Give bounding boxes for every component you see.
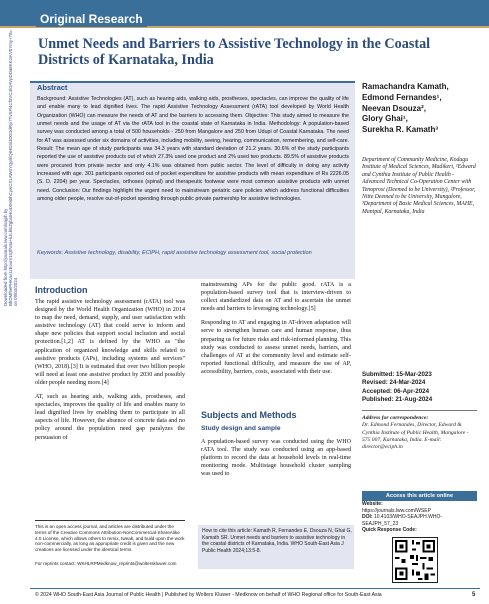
date-published: Published: 21-Aug-2024 (362, 396, 433, 404)
date-accepted: Accepted: 06-Apr-2024 (362, 387, 430, 395)
author-name: Surekha R. Kamath³ (362, 125, 439, 135)
intro-paragraph: AT, such as hearing aids, walking aids, prostheses, and spectacles, improves the quality of life and enables many to lead dignified lives by enabling them to participate in all aspects of life. However, the absence of concrete data and no policy around the population need gap paralyzes the persuasion of (35, 394, 185, 441)
body-paragraph: mainstreaming APs for the public good. rATA is a population-based survey tool that is interview-driven to collect standardized data on AT and to ascertain the unmet needs and barriers to leveraging technology.[5] (201, 282, 351, 313)
intro-heading: Introduction (35, 285, 88, 295)
correspondence-text: Dr. Edmond Fernandes, Director, Edward & Cynthia Institute of Public Health, Mangalore - 575 007, Karnataka, India. E-mail: director@eciph.in (362, 422, 469, 451)
methods-paragraph: A population-based survey was conducted using the WHO rATA tool. The study was conducted using an app-based platform to record the data at household levels in real-time monitoring mode. Multistage household cluster sampling was used to (201, 439, 351, 478)
date-revised: Revised: 24-Mar-2024 (362, 379, 426, 387)
author-name: Glory Ghai¹, (362, 114, 408, 124)
qr-code-icon (392, 537, 438, 583)
column-right (201, 281, 351, 382)
license-footnote: This is an open access journal, and articles are distributed under the terms of the Creative Commons Attribution-NonCommercial-ShareAlike 4.0 License, which allows others to remix, tweak, and build upon the work non-commercially, as long as appropriate credit is given and the new creations are licensed under the identical terms. (35, 524, 185, 553)
section-label: Original Research (36, 11, 147, 27)
intro-paragraph: The rapid assistive technology assessment (rATA) tool was designed by the World Health Organization (WHO) in 2014 to map the need, demand, supply, and user satisfaction with assistive technology (AT) that could serve to inform and shape new policies that support social inclusion and social protection.[1,2] AT is defined by the WHO as "the application of organized knowledge and skills related to assistive products (APs), including systems and services" (WHO, 2018).[3] It is estimated that over two billion people will need at least one assistive product by 2030 and possibly older people needing more.[4] (35, 299, 185, 386)
body-paragraph: Responding to AT and engaging in AT-driven adaptation will serve to strengthen human care and human response, thus preparing us for future risks and risk-informed planning. This study was conducted to assess unmet needs, barriers, and challenges of AT at the community level and estimate self-reported functional difficulty, and measure the use of AP, accessibility, barriers, costs, associated with their use. (201, 320, 351, 375)
access-online-heading: Access this article online (362, 491, 477, 501)
abstract-text: Background: Assistive Technologies (AT), such as hearing aids, walking aids, prostheses, spectacles, can improve the quality of life and enable many to lead dignified lives. The rapid Assistive Technology Assessment (rATA) tool developed by World Health Organization (WHO) can measure the needs of AT and the barriers to accessing them. Objective: This study aimed to measure the unmet needs and the usage of AT via the rATA tool in the coastal state of Karnataka in India. Methodology: A population-based survey was conducted among a total of 500 households - 250 from Mangalore and 250 from Udupi of Coastal Karnataka. The need for AT was assessed under six domains of activities, including mobility, seeing, hearing, communication, remembering, and self-care. Result: The mean age of study participants was 34.3 years with standard deviation of 21.2 years. 30.6% of the study participants reported the use of assistive products out of which 27.3% used one product and 2% used two products. 89.5% of assistive products were procured from private sector and only 4.1% was obtained from public sector. The level of difficulty in doing any activity increased with age. 301 participants reported out of pocket expenditure for assistive products with mean expenditure of Rs 2226.05 (S. D. 2204) per year. Spectacles, orthoses (spinal) and therapeutic footwear were most common assistive products with unmet need. Conclusion: Our findings highlight the urgent need to mainstream geriatric care policies which address functional difficulties among older people, resolve out-of-pocket spending through public private partnership for assistive technologies. (37, 96, 349, 203)
abstract-heading: Abstract (37, 83, 68, 92)
date-submitted: Submitted: 15-Mar-2023 (362, 371, 432, 378)
author-name: Ramachandra Kamath, (362, 82, 449, 91)
page-number: 5 (472, 592, 476, 598)
column-left (35, 298, 185, 448)
citation-text: How to cite this article: Kamath R, Fernandes E, Dsouza N, Ghai G, Kamath SR. Unmet needs and barriers to assistive technology in the coastal districts of Karnataka, India. WHO South-East Asia J Public Health 2024;13:5-8. (202, 528, 352, 554)
correspondence-block (362, 415, 477, 451)
footnote-divider (35, 520, 185, 521)
article-dates (362, 371, 477, 405)
author-name: Edmond Fernandes¹, (362, 92, 442, 102)
article-title: Unmet Needs and Barriers to Assistive Technology in the Coastal Districts of Karnataka, India (38, 36, 431, 68)
reprints-contact: For reprints contact: WKHLRPMedknow_reprints@wolterskluwer.com (35, 561, 177, 566)
correspondence-divider (362, 410, 477, 411)
website-link[interactable]: https://journals.lww.com/WSEP (362, 507, 431, 514)
footer-divider (30, 588, 480, 589)
methods-heading: Subjects and Methods (201, 410, 297, 420)
footer-text: © 2024 WHO South-East Asia Journal of Public Health | Published by Wolters Kluwer - Medknow on behalf of WHO Regional office for South-East Asia (35, 592, 382, 598)
download-side-text: Downloaded from http://journals.lww.com/sajph by BhDMf5ePHKav1zEoum1tQfN4a+kJLhEZgbsIHo4XMi0hCywCX1AWnYQp/IlQrHD3i3D0OdRyi7TvSFl4Cf3VC4/OAVpDDa8KKGKV0Ymy+78= on 09/03/2024 (3, 29, 18, 306)
website-label: Website: (362, 501, 383, 507)
author-name: Neevan Dsouza², (362, 103, 427, 113)
doi-label: DOI: (362, 514, 373, 520)
methods-subheading: Study design and sample (201, 425, 281, 432)
doi-link[interactable]: 10.4103/WHO-SEAJPH.WHO-SEAJPH_57_23 (362, 514, 443, 527)
qr-label: Quick Response Code: (362, 527, 417, 533)
affiliations: Department of Community Medicine, Kodagu Institute of Medical Sciences, Madikeri, ¹Edward and Cynthia Institute of Public Health - Advanced Technical Co-Operation Center with Tenoprosi (Deemed to be University), ²Professor, Nitte Deemed to be University, Mangalore, ³Department of Basic Medical Sciences, MAHE, Manipal, Karnataka, India (362, 157, 476, 215)
keywords: Keywords: Assistive technology, disability, ECIPH, rapid assistive technology assessment tool, social protection (37, 250, 312, 256)
correspondence-title: Address for correspondence: (362, 415, 429, 421)
author-list (362, 82, 477, 136)
access-online-body (362, 501, 477, 534)
